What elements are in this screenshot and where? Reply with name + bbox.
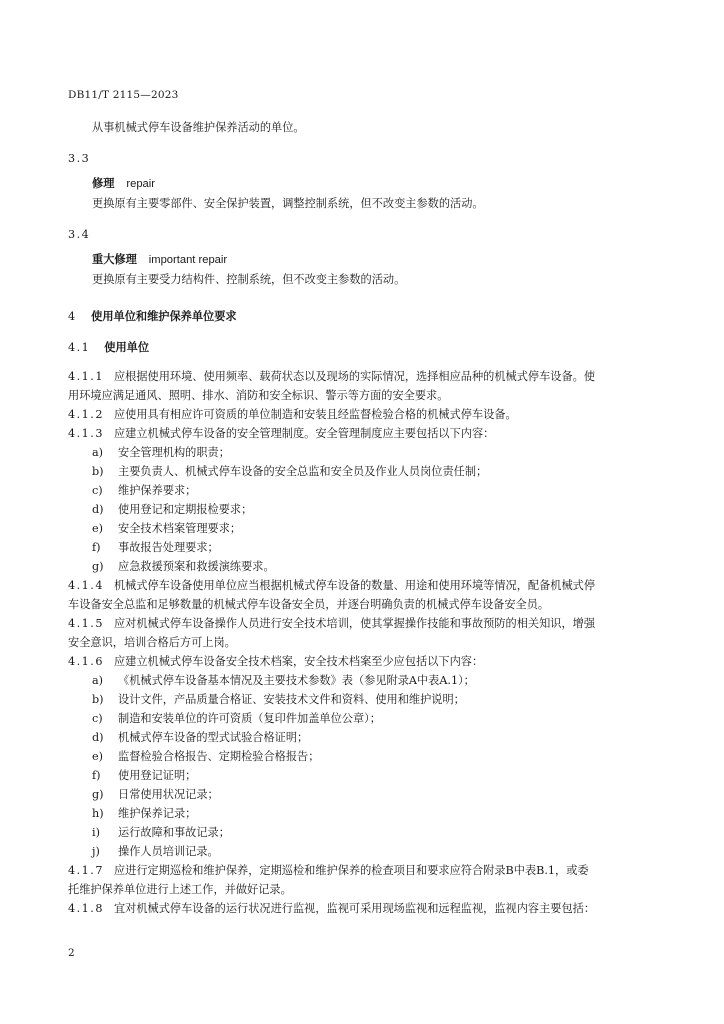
clause-text: 应根据使用环境、使用频率、载荷状态以及现场的实际情况，选择相应品种的机械式停车设备。使 [113,370,596,383]
list-item [68,747,660,766]
subsection-heading [68,338,660,357]
list-4-1-6 [68,671,660,861]
section-number: 4 [68,310,76,323]
clause-4-1-8 [68,899,660,918]
list-item [68,557,660,576]
list-label: h) [92,807,104,820]
term-zh: 修理 [92,176,115,190]
list-label: d) [92,503,104,516]
term-zh: 重大修理 [92,252,137,266]
section-title: 使用单位和维护保养单位要求 [91,309,237,323]
list-label: c) [92,712,103,725]
clause-continuation: 车设备安全总监和足够数量的机械式停车设备安全员，并逐台明确负责的机械式停车设备安全员。 [68,598,550,611]
list-item [68,804,660,823]
list-text: 事故报告处理要求； [118,541,219,554]
list-label: b) [92,465,104,478]
clause-4-1-6 [68,652,660,671]
term-number: 3.4 [68,228,91,241]
list-item [68,538,660,557]
clause-number: 4.1.1 [68,370,104,383]
term-number: 3.3 [68,152,91,165]
list-text: 设计文件，产品质量合格证、安装技术文件和资料、使用和维护说明； [118,693,465,706]
clause-text: 宜对机械式停车设备的运行状况进行监视，监视可采用现场监视和远程监视，监视内容主要包括： [113,902,596,915]
list-label: g) [92,788,104,801]
clause-number: 4.1.3 [68,427,104,440]
clause-4-1-3 [68,424,660,443]
list-item [68,766,660,785]
page-content [68,118,660,918]
clause-text: 应对机械式停车设备操作人员进行安全技术培训，使其掌握操作技能和事故预防的相关知识，增强 [113,617,596,630]
clause-continuation: 托维护保养单位进行上述工作，并做好记录。 [68,883,292,896]
list-text: 应急救援预案和救援演练要求。 [118,560,275,573]
list-label: a) [92,674,104,687]
document-code: DB11/T 2115—2023 [68,89,179,101]
clause-number: 4.1.7 [68,864,104,877]
list-item [68,481,660,500]
list-text: 机械式停车设备的型式试验合格证明； [118,731,309,744]
list-text: 使用登记证明； [118,769,197,782]
list-text: 运行故障和事故记录； [118,826,230,839]
clause-4-1-2 [68,405,660,424]
list-text: 主要负责人、机械式停车设备的安全总监和安全员及作业人员岗位责任制； [118,465,488,478]
list-label: j) [92,845,100,858]
subsection-title: 使用单位 [104,340,150,354]
list-item [68,690,660,709]
list-label: i) [92,826,100,839]
list-item [68,728,660,747]
list-label: b) [92,693,104,706]
list-text: 安全管理机构的职责； [118,446,230,459]
section-heading [68,307,660,326]
list-item [68,785,660,804]
clause-text: 应使用具有相应许可资质的单位制造和安装且经监督检验合格的机械式停车设备。 [113,408,517,421]
clause-number: 4.1.4 [68,579,104,592]
list-label: f) [92,541,101,554]
list-item [68,462,660,481]
term-en: important repair [148,254,228,266]
clause-4-1-4 [68,576,660,595]
clause-continuation: 安全意识，培训合格后方可上岗。 [68,636,236,649]
list-label: f) [92,769,101,782]
term-definition: 更换原有主要零部件、安全保护装置，调整控制系统，但不改变主参数的活动。 [92,197,484,210]
list-4-1-3 [68,443,660,576]
list-item [68,500,660,519]
clause-text: 应进行定期巡检和维护保养，定期巡检和维护保养的检查项目和要求应符合附录B中表B.1，或委 [113,864,589,877]
page-number: 2 [68,947,75,959]
list-item [68,443,660,462]
clause-4-1-1 [68,367,660,386]
list-item [68,842,660,861]
list-text: 《机械式停车设备基本情况及主要技术参数》表（参见附录A中表A.1）； [118,674,475,687]
list-label: g) [92,560,104,573]
clause-text: 应建立机械式停车设备的安全管理制度。安全管理制度应主要包括以下内容： [113,427,495,440]
term-en: repair [126,178,155,190]
list-item [68,671,660,690]
list-item [68,709,660,728]
term-title [68,250,660,270]
clause-number: 4.1.5 [68,617,104,630]
list-label: c) [92,484,103,497]
list-text: 操作人员培训记录。 [118,845,219,858]
list-text: 维护保养记录； [118,807,197,820]
list-item [68,823,660,842]
definition-continuation: 从事机械式停车设备维护保养活动的单位。 [92,121,305,134]
clause-4-1-5 [68,614,660,633]
list-text: 日常使用状况记录； [118,788,219,801]
list-item [68,519,660,538]
clause-number: 4.1.2 [68,408,104,421]
list-label: d) [92,731,104,744]
clause-number: 4.1.8 [68,902,104,915]
list-text: 维护保养要求； [118,484,197,497]
term-title [68,174,660,194]
clause-4-1-7 [68,861,660,880]
clause-continuation: 用环境应满足通风、照明、排水、消防和安全标识、警示等方面的安全要求。 [68,389,449,402]
subsection-number: 4.1 [68,341,91,354]
clause-text: 机械式停车设备使用单位应当根据机械式停车设备的数量、用途和使用环境等情况，配备机械式停 [113,579,596,592]
list-text: 使用登记和定期报检要求； [118,503,253,516]
list-text: 安全技术档案管理要求； [118,522,242,535]
list-text: 制造和安装单位的许可资质（复印件加盖单位公章）； [118,712,381,725]
clause-number: 4.1.6 [68,655,104,668]
list-label: e) [92,750,103,763]
term-definition: 更换原有主要受力结构件、控制系统，但不改变主参数的活动。 [92,273,406,286]
list-text: 监督检验合格报告、定期检验合格报告； [118,750,320,763]
list-label: e) [92,522,103,535]
list-label: a) [92,446,104,459]
clause-text: 应建立机械式停车设备安全技术档案，安全技术档案至少应包括以下内容： [113,655,484,668]
